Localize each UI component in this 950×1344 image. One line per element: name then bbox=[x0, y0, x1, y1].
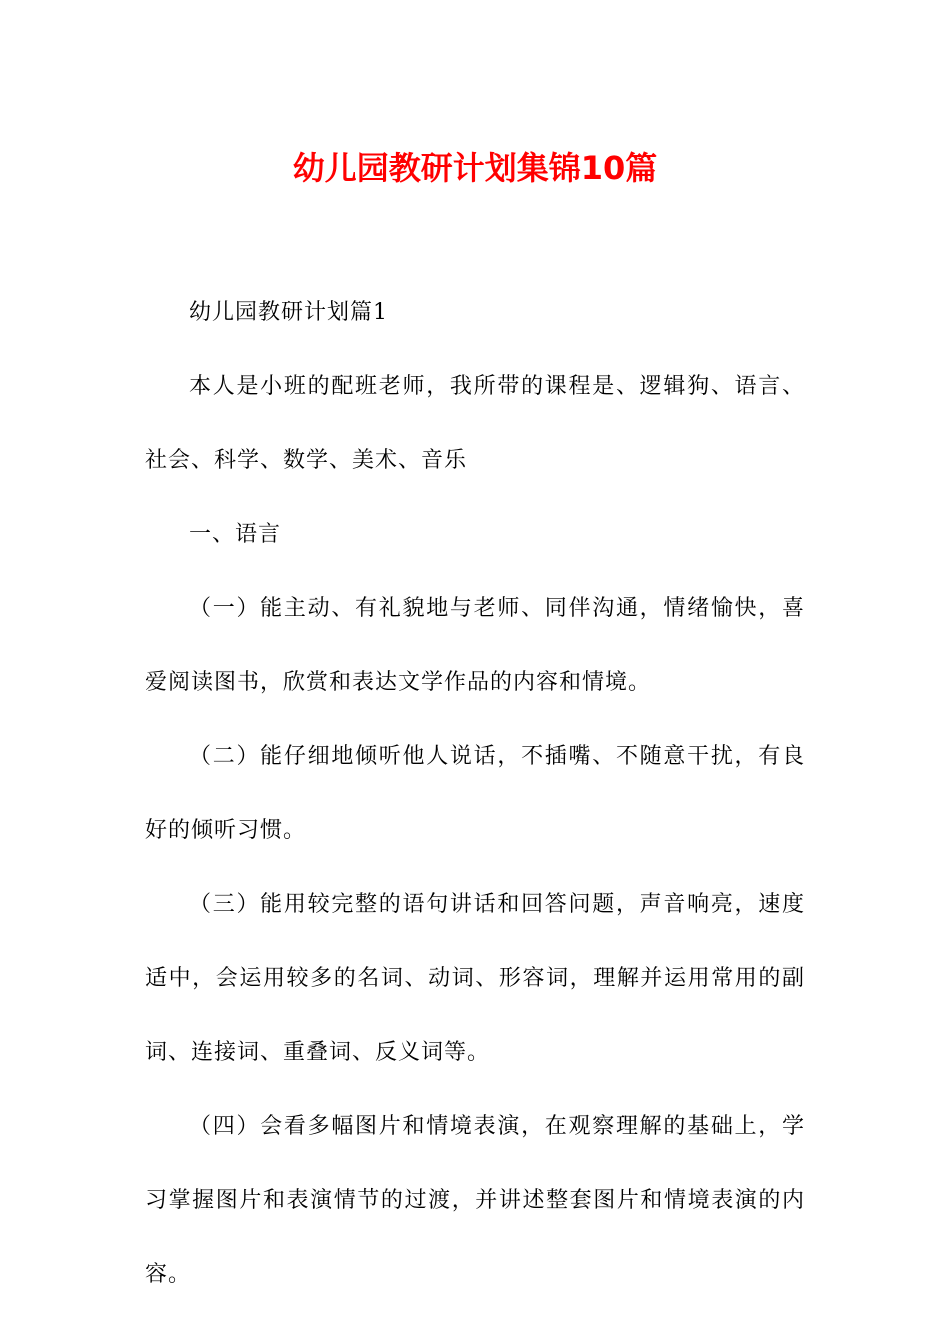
paragraph-item-2: （二）能仔细地倾听他人说话，不插嘴、不随意干扰，有良好的倾听习惯。 bbox=[145, 744, 805, 843]
document-body bbox=[145, 276, 805, 1312]
paragraph-item-3: （三）能用较完整的语句讲话和回答问题，声音响亮，速度适中，会运用较多的名词、动词、形容词，理解并运用常用的副词、连接词、重叠词、反义词等。 bbox=[145, 892, 805, 1065]
paragraph-intro: 本人是小班的配班老师，我所带的课程是、逻辑狗、语言、社会、科学、数学、美术、音乐 bbox=[145, 374, 805, 473]
section-heading-plan-1: 幼儿园教研计划篇1 bbox=[189, 300, 388, 325]
document-title: 幼儿园教研计划集锦10篇 bbox=[292, 149, 658, 187]
paragraph-item-1: （一）能主动、有礼貌地与老师、同伴沟通，情绪愉快，喜爱阅读图书，欣赏和表达文学作品的内容和情境。 bbox=[145, 596, 805, 695]
section-heading-language: 一、语言 bbox=[189, 522, 282, 547]
paragraph-item-4: （四）会看多幅图片和情境表演，在观察理解的基础上，学习掌握图片和表演情节的过渡，并讲述整套图片和情境表演的内容。 bbox=[145, 1114, 805, 1287]
